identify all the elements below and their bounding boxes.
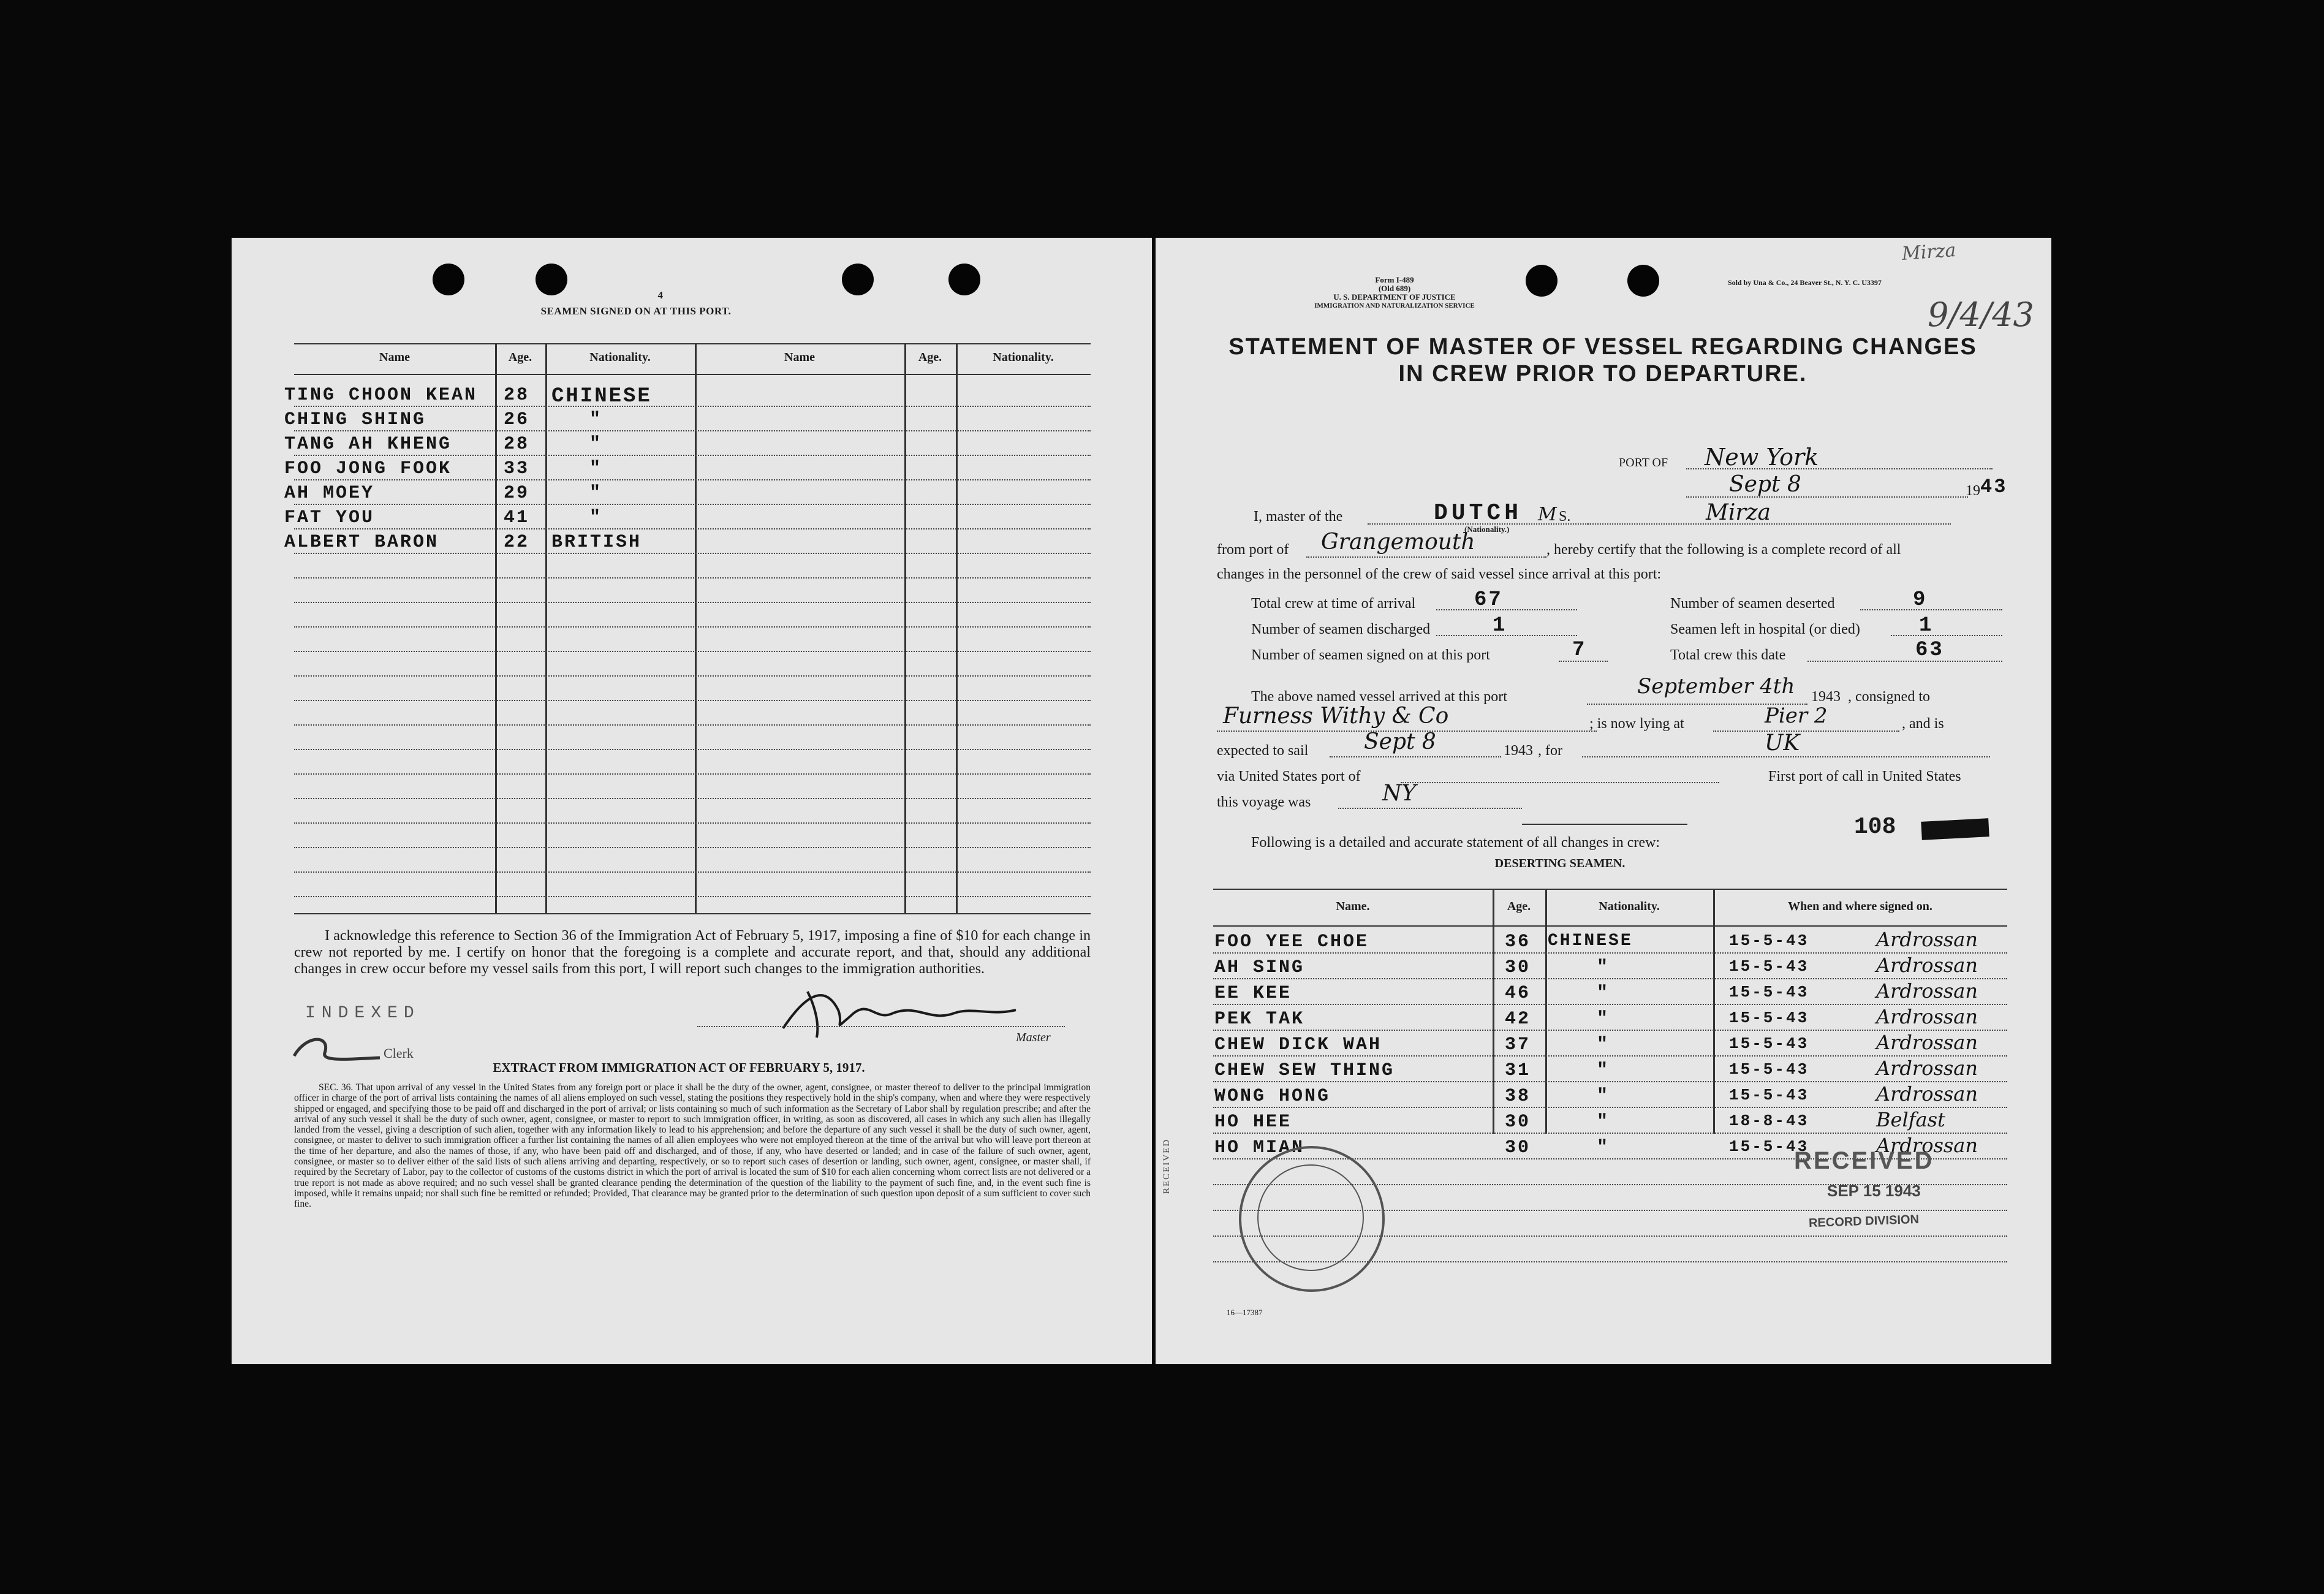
discharged-label: Number of seamen discharged (1251, 621, 1431, 637)
table-header-rule (1213, 925, 2007, 927)
arrived-label: The above named vessel arrived at this port (1251, 689, 1507, 705)
deserter-nationality: CHINESE (1548, 932, 1633, 951)
vessel-type: M (1538, 504, 1557, 525)
vessel-name: Mirza (1706, 500, 1771, 525)
short-rule (1522, 824, 1687, 825)
arrived-value: September 4th (1637, 674, 1795, 699)
row-line (294, 798, 1091, 799)
expected-line (1330, 756, 1501, 757)
col-header-age: Age. (1507, 900, 1531, 913)
row-line (294, 430, 1091, 431)
total-crew-arrival-label: Total crew at time of arrival (1251, 596, 1416, 612)
table-header-rule (294, 374, 1091, 375)
form-number: Form I-489 (1375, 275, 1414, 284)
signed-on-age: 26 (504, 409, 530, 430)
deserter-nationality: " (1597, 1060, 1610, 1081)
table-top-rule (294, 343, 1091, 344)
from-port-label: from port of (1217, 542, 1289, 558)
deserter-age: 38 (1505, 1086, 1531, 1107)
deserter-nationality: " (1597, 1137, 1610, 1158)
deserter-place: Ardrossan (1876, 1005, 1978, 1028)
master-signature (771, 979, 1028, 1041)
signed-on-nationality: " (589, 409, 603, 430)
deserter-date: 18-8-43 (1729, 1112, 1809, 1130)
deserter-place: Ardrossan (1876, 928, 1978, 951)
signed-on-age: 28 (504, 434, 530, 455)
lying-label: ; is now lying at (1589, 716, 1684, 732)
expected-year: 1943 (1504, 743, 1533, 759)
deserter-place: Ardrossan (1876, 1134, 1978, 1157)
row-line (294, 724, 1091, 726)
deserter-name: FOO YEE CHOE (1214, 932, 1369, 952)
col-header-nationality: Nationality. (993, 351, 1054, 364)
deserter-date: 15-5-43 (1729, 1009, 1809, 1027)
signed-on-name: FAT YOU (284, 507, 375, 528)
row-line (294, 553, 1091, 554)
number-stamp: 108 (1854, 814, 1896, 840)
discharged-value: 1 (1493, 614, 1507, 637)
total-crew-date-label: Total crew this date (1670, 647, 1786, 663)
consignee-value: Furness Withy & Co (1223, 704, 1449, 729)
deserter-age: 36 (1505, 932, 1531, 952)
column-divider (1545, 889, 1547, 1134)
deserter-name: CHEW SEW THING (1214, 1060, 1395, 1081)
deserted-label: Number of seamen deserted (1670, 596, 1835, 612)
col-header-name: Name (379, 351, 410, 364)
col-header-nationality: Nationality. (1599, 900, 1660, 913)
row-line (294, 455, 1091, 456)
via-label: via United States port of (1217, 769, 1361, 784)
master-of-label: I, master of the (1254, 509, 1343, 525)
is-label: , and is (1902, 716, 1944, 732)
punch-hole (1526, 265, 1558, 297)
signed-on-nationality: BRITISH (551, 532, 642, 553)
year-value: 43 (1980, 476, 2008, 498)
received-date: SEP 15 1943 (1827, 1182, 1921, 1200)
deserting-title: DESERTING SEAMEN. (1494, 857, 1626, 870)
lying-value: Pier 2 (1765, 704, 1828, 728)
deserter-date: 15-5-43 (1729, 983, 1809, 1001)
row-line (294, 406, 1091, 407)
right-page (1156, 238, 2051, 1364)
signed-on-name: CHING SHING (284, 409, 426, 430)
punch-hole (1627, 265, 1659, 297)
signed-on-name: AH MOEY (284, 483, 375, 504)
deserter-date: 15-5-43 (1729, 1060, 1809, 1079)
count-line (1891, 635, 2002, 636)
circular-stamp-inner (1257, 1164, 1364, 1271)
side-received-stamp: RECEIVED (1162, 1138, 1171, 1194)
date-line (1686, 496, 1968, 498)
signed-on-nationality: " (589, 434, 603, 455)
total-crew-date-value: 63 (1915, 639, 1944, 662)
column-divider (904, 343, 906, 914)
deserter-nationality: " (1597, 1034, 1610, 1055)
col-header-nationality: Nationality. (589, 351, 651, 364)
first-call-label: First port of call in United States (1768, 769, 1961, 784)
date-value: Sept 8 (1729, 472, 1801, 497)
count-line (1807, 661, 2002, 662)
column-divider (1493, 889, 1494, 1134)
signed-on-age: 29 (504, 483, 530, 504)
title-line-2: IN CREW PRIOR TO DEPARTURE. (1398, 361, 1807, 387)
row-line (294, 749, 1091, 750)
for-line (1582, 756, 1990, 757)
deserter-age: 37 (1505, 1034, 1531, 1055)
deserter-age: 30 (1505, 1137, 1531, 1158)
deserter-nationality: " (1597, 1086, 1610, 1107)
row-line (294, 847, 1091, 848)
hospital-label: Seamen left in hospital (or died) (1670, 621, 1860, 637)
deserter-place: Ardrossan (1876, 1057, 1978, 1080)
nationality-caption: (Nationality.) (1464, 525, 1510, 534)
acknowledgment-text: I acknowledge this reference to Section 36 of the Immigration Act of February 5, 1917, imposing a fine of $10 for each change in crew not reported by me. I certify on honor that the foregoing is a complete and accurate report, and that, should any additional changes in crew occur before my vessel sails from this port, I will report such changes to the immigration authorities. (294, 928, 1091, 977)
seller-imprint: Sold by Una & Co., 24 Beaver St., N. Y. C. U3397 (1728, 278, 1882, 287)
column-divider (1713, 889, 1715, 1134)
nationality-value: DUTCH (1434, 500, 1523, 526)
deserter-age: 30 (1505, 957, 1531, 978)
total-crew-arrival-value: 67 (1474, 588, 1503, 612)
signed-on-nationality: " (589, 458, 603, 479)
column-divider (956, 343, 958, 914)
master-label: Master (1016, 1031, 1051, 1044)
title-line-1: STATEMENT OF MASTER OF VESSEL REGARDING CHANGES (1228, 334, 1977, 360)
deserter-date: 15-5-43 (1729, 957, 1809, 976)
col-header-name: Name (784, 351, 815, 364)
deserter-age: 31 (1505, 1060, 1531, 1081)
row-line (294, 871, 1091, 873)
port-label: PORT OF (1619, 456, 1668, 469)
signed-on-name: TANG AH KHENG (284, 434, 452, 455)
from-port-value: Grangemouth (1321, 529, 1475, 555)
deserter-place: Ardrossan (1876, 1082, 1978, 1106)
service-name: IMMIGRATION AND NATURALIZATION SERVICE (1314, 302, 1475, 309)
department-name: U. S. DEPARTMENT OF JUSTICE (1333, 292, 1456, 302)
row-line (294, 504, 1091, 505)
deserter-age: 46 (1505, 983, 1531, 1004)
row-line (294, 651, 1091, 652)
voyage-label: this voyage was (1217, 794, 1311, 810)
count-line (1860, 609, 2002, 610)
clerk-label: Clerk (384, 1046, 414, 1061)
deserter-date: 15-5-43 (1729, 1137, 1809, 1156)
col-header-signed-on: When and where signed on. (1788, 900, 1932, 913)
punch-hole (948, 264, 980, 295)
column-divider (495, 343, 497, 914)
consigned-label: , consigned to (1848, 689, 1930, 705)
year-prefix: 19 (1966, 483, 1980, 499)
clerk-initials (288, 1028, 386, 1065)
column-divider (545, 343, 547, 914)
hospital-value: 1 (1919, 614, 1934, 637)
voyage-line (1338, 808, 1522, 809)
deserter-name: AH SING (1214, 957, 1305, 978)
certify-text: , hereby certify that the following is a complete record of all (1546, 542, 1901, 558)
deserter-name: PEK TAK (1214, 1009, 1305, 1030)
for-label: , for (1538, 743, 1562, 759)
redaction-mark (1921, 818, 1989, 840)
received-stamp: RECEIVED (1794, 1147, 1934, 1174)
left-page (232, 238, 1152, 1364)
deserter-nationality: " (1597, 957, 1610, 978)
col-header-age: Age. (918, 351, 942, 364)
row-line (294, 773, 1091, 775)
signed-on-age: 28 (504, 385, 530, 406)
signed-on-nationality: CHINESE (551, 385, 652, 408)
deserter-place: Belfast (1876, 1108, 1945, 1131)
indexed-stamp: INDEXED (305, 1004, 420, 1023)
punch-hole (433, 264, 464, 295)
row-line (294, 479, 1091, 480)
signed-on-count-label: Number of seamen signed on at this port (1251, 647, 1490, 663)
deserter-date: 15-5-43 (1729, 932, 1809, 950)
deserter-nationality: " (1597, 1009, 1610, 1030)
voyage-value: NY (1382, 781, 1417, 806)
signed-on-nationality: " (589, 483, 603, 504)
col-header-name: Name. (1336, 900, 1370, 913)
signed-on-name: ALBERT BARON (284, 532, 439, 553)
deserter-age: 42 (1505, 1009, 1531, 1030)
row-line (294, 602, 1091, 603)
from-port-line (1306, 556, 1546, 558)
table-bottom-rule (294, 913, 1091, 914)
deserter-name: HO MIAN (1214, 1137, 1305, 1158)
deserter-name: CHEW DICK WAH (1214, 1034, 1382, 1055)
row-line (294, 577, 1091, 579)
punch-hole (842, 264, 874, 295)
following-text: Following is a detailed and accurate statement of all changes in crew: (1251, 835, 1660, 851)
lying-line (1713, 731, 1899, 732)
signed-on-age: 41 (504, 507, 530, 528)
col-header-age: Age. (508, 351, 532, 364)
deserter-name: EE KEE (1214, 983, 1292, 1004)
extract-title: EXTRACT FROM IMMIGRATION ACT OF FEBRUARY 5, 1917. (493, 1060, 865, 1075)
deserter-name: HO HEE (1214, 1112, 1292, 1133)
row-line (294, 675, 1091, 677)
punch-hole (536, 264, 567, 295)
port-value: New York (1705, 444, 1819, 471)
form-header (1303, 276, 1486, 310)
deserter-date: 15-5-43 (1729, 1034, 1809, 1053)
section-title: SEAMEN SIGNED ON AT THIS PORT. (540, 305, 732, 317)
form-title (1192, 333, 2013, 387)
record-division: RECORD DIVISION (1808, 1212, 1920, 1231)
print-code: 16—17387 (1227, 1308, 1263, 1317)
page-number: 4 (657, 289, 664, 301)
form-old-number: (Old 689) (1378, 284, 1411, 293)
row-line (294, 700, 1091, 701)
extract-text: SEC. 36. That upon arrival of any vessel in the United States from any foreign port or place it shall be the duty of the owner, agent, consignee, or master thereof to deliver to the principal immigration officer in charge of the port of arrival lists containing the names of all aliens employed on such vessel, stating the positions they respectively hold in the ship's company, when and where they were respectively shipped or engaged, and specifying those to be paid off and discharged in the port of arrival; or lists containing so much of such information as the Secretary of Labor shall by regulation prescribe; and after the arrival of any such vessel it shall be the duty of such owner, agent, consignee, or master to report to such immigration officer, in writing, as soon as discovered, all cases in which any such alien has illegally landed from the vessel, giving a description of such alien, together with any information likely to lead to his apprehension; and before the departure of any such vessel it shall be the duty of such owner, agent, consignee, or master to deliver to such immigration officer a further list containing the names of all alien employees who were not employed thereon at the time of the arrival but who will leave port thereon at the time of her departure, and also the names of those, if any, who have been paid off and discharged, and of those, if any, who have deserted or landed; and in case of the failure of such owner, agent, consignee, or master so to deliver either of the said lists of such aliens arriving and departing, respectively, or so to report such cases of desertion or landing, such owner, agent, consignee, or master shall, if required by the Secretary of Labor, pay to the collector of customs of the customs district in which the port of arrival is located the sum of $10 for each alien concerning whom correct lists are not delivered or a true report is not made as above required; and no such vessel shall be granted clearance pending the determination of the question of the liability to the payment of such fine, and, in the event such fine is imposed, while it remains unpaid; nor shall such fine be remitted or refunded; Provided, That clearance may be granted prior to the determination of such question upon deposit of a sum sufficient to cover such fine. (294, 1082, 1091, 1210)
deserter-age: 30 (1505, 1112, 1531, 1133)
signed-on-name: FOO JONG FOOK (284, 458, 452, 479)
signed-on-age: 22 (504, 532, 530, 553)
s-label: S. (1559, 509, 1571, 525)
deserted-value: 9 (1913, 588, 1928, 612)
count-line (1436, 609, 1577, 610)
table-top-rule (1213, 889, 2007, 890)
deserter-place: Ardrossan (1876, 954, 1978, 977)
master-signature-line (697, 1026, 1065, 1027)
row-line (294, 822, 1091, 824)
arrived-year: 1943 (1811, 689, 1841, 705)
expected-value: Sept 8 (1364, 729, 1436, 754)
signed-on-name: TING CHOON KEAN (284, 385, 478, 406)
deserter-name: WONG HONG (1214, 1086, 1331, 1107)
deserter-nationality: " (1597, 983, 1610, 1004)
deserter-place: Ardrossan (1876, 979, 1978, 1003)
changes-text: changes in the personnel of the crew of said vessel since arrival at this port: (1217, 566, 1662, 582)
signed-on-count-value: 7 (1572, 639, 1587, 662)
deserter-date: 15-5-43 (1729, 1086, 1809, 1104)
deserter-place: Ardrossan (1876, 1031, 1978, 1054)
deserter-nationality: " (1597, 1112, 1610, 1133)
signed-on-nationality: " (589, 507, 603, 528)
signed-on-age: 33 (504, 458, 530, 479)
corner-date: 9/4/43 (1928, 295, 2034, 334)
corner-note: Mirza (1901, 239, 1957, 265)
via-line (1401, 782, 1719, 783)
for-value: UK (1765, 731, 1800, 756)
expected-label: expected to sail (1217, 743, 1309, 759)
row-line (294, 896, 1091, 897)
column-divider (695, 343, 697, 914)
row-line (294, 626, 1091, 628)
row-line (294, 528, 1091, 529)
